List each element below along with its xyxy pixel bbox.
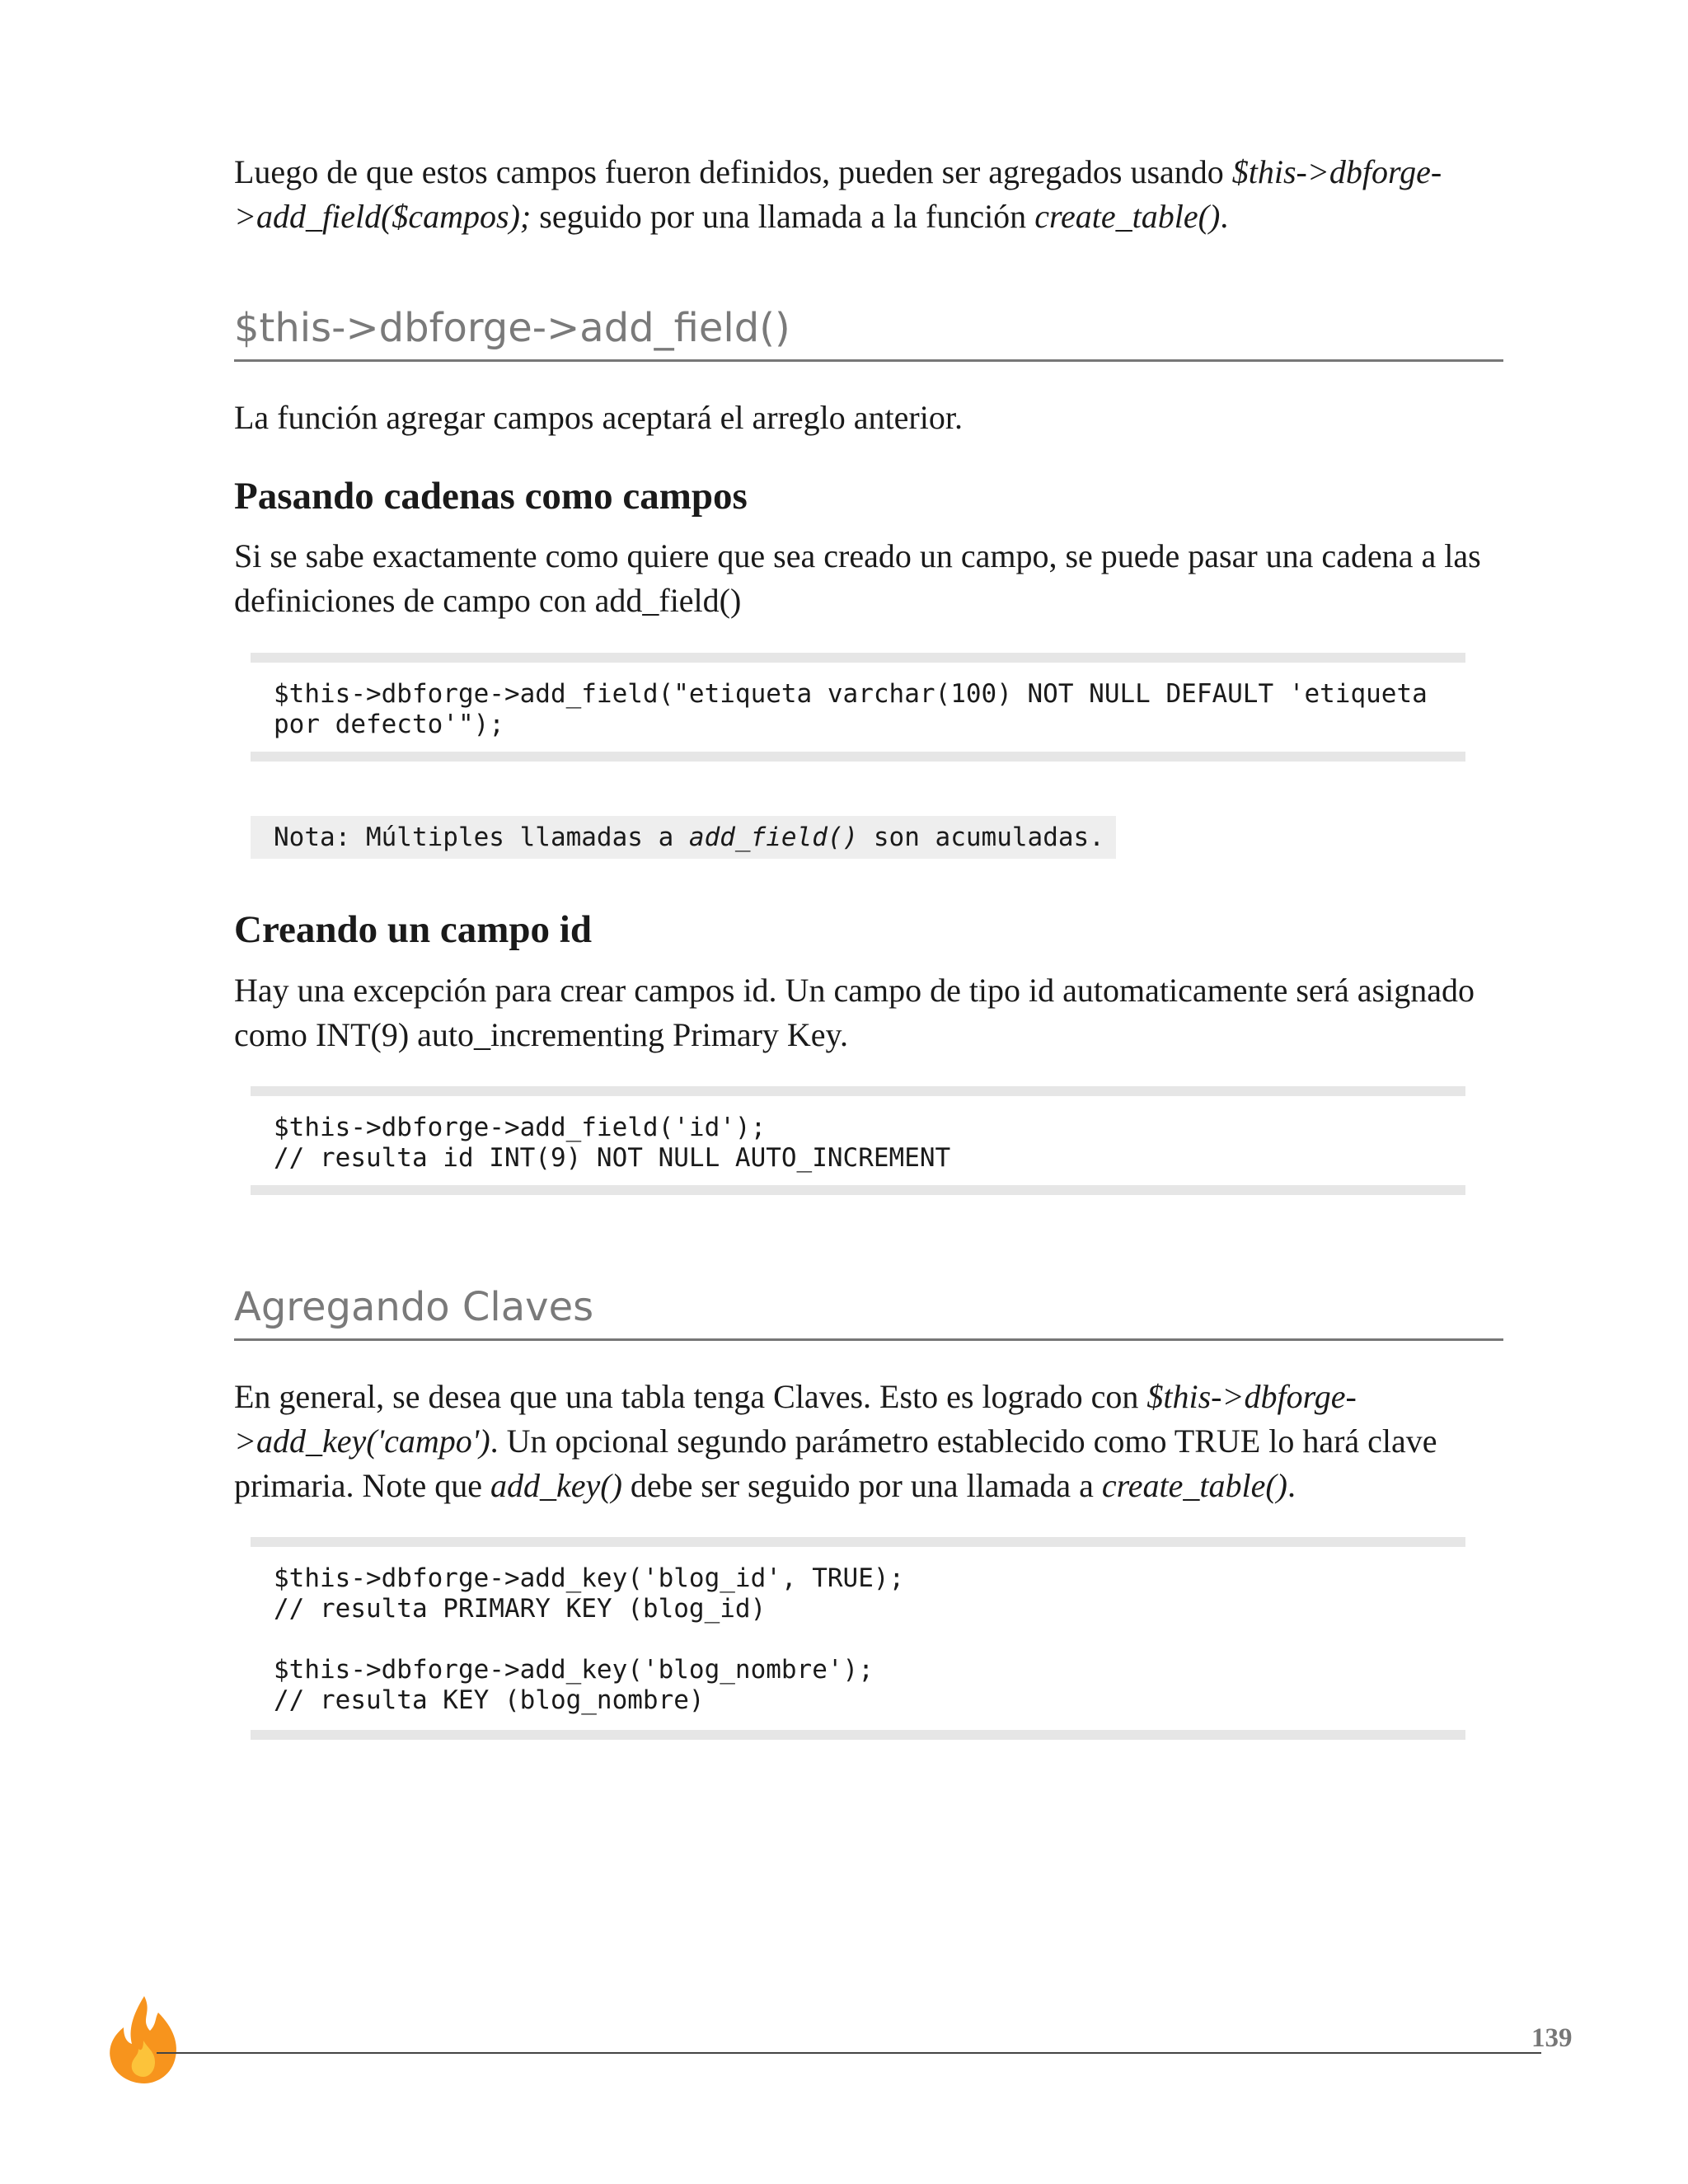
note-suffix: son acumuladas. [858,823,1104,852]
keys-code-ref: $this->dbforge->add_key('campo') [234,1378,1357,1460]
code-block-strings: $this->dbforge->add_field("etiqueta varchar(100) NOT NULL DEFAULT 'etiqueta por defecto'"); [251,653,1465,762]
id-field-paragraph: Hay una excepción para crear campos id. Un campo de tipo id automaticamente será asignado como INT(9) auto_incrementing Primary Key. [234,972,1475,1053]
code-block-id: $this->dbforge->add_field('id'); // resulta id INT(9) NOT NULL AUTO_INCREMENT [251,1086,1465,1195]
keys-fn-ref-2: create_table() [1101,1467,1287,1504]
intro-paragraph [234,150,1503,239]
keys-text-a: En general, se desea que una tabla tenga Claves. Esto es logrado con [234,1378,1147,1415]
keys-text-c: debe ser seguido por una llamada a [621,1467,1102,1504]
code-block-keys: $this->dbforge->add_key('blog_id', TRUE); // resulta PRIMARY KEY (blog_id) $this->dbforge->add_key('blog_nombre'); // resulta KEY (blog_nombre) [251,1537,1465,1740]
note-box [251,816,1116,859]
keys-paragraph [234,1375,1503,1508]
intro-code-ref: $this->dbforge->add_field($campos); [234,153,1442,235]
flame-logo-svg [107,1994,181,2085]
intro-text-b: seguido por una llamada a la función [531,198,1035,235]
subheading-id-field: Creando un campo id [234,908,592,951]
footer-rule [157,2052,1541,2054]
intro-text-a: Luego de que estos campos fueron definidos, pueden ser agregados usando [234,153,1232,190]
intro-fn-ref: create_table() [1034,198,1221,235]
section-heading-keys: Agregando Claves [234,1282,1503,1341]
add-field-paragraph: La función agregar campos aceptará el arreglo anterior. [234,399,963,436]
keys-fn-ref-1: add_key() [490,1467,622,1504]
note-prefix: Nota: Múltiples llamadas a [274,823,689,852]
subheading-strings-as-fields: Pasando cadenas como campos [234,475,748,518]
page-number: 139 [1531,2023,1573,2053]
keys-text-d: . [1287,1467,1296,1504]
note-fn-ref: add_field() [688,823,859,852]
keys-text-b: . Un opcional segundo parámetro establecido como TRUE lo hará clave primaria. Note que [234,1422,1437,1504]
flame-icon [107,1994,181,2085]
intro-text-c: . [1220,198,1229,235]
section-heading-add-field: $this->dbforge->add_field() [234,303,1503,362]
strings-as-fields-paragraph: Si se sabe exactamente como quiere que sea creado un campo, se puede pasar una cadena a las definiciones de campo con add_field() [234,537,1481,619]
